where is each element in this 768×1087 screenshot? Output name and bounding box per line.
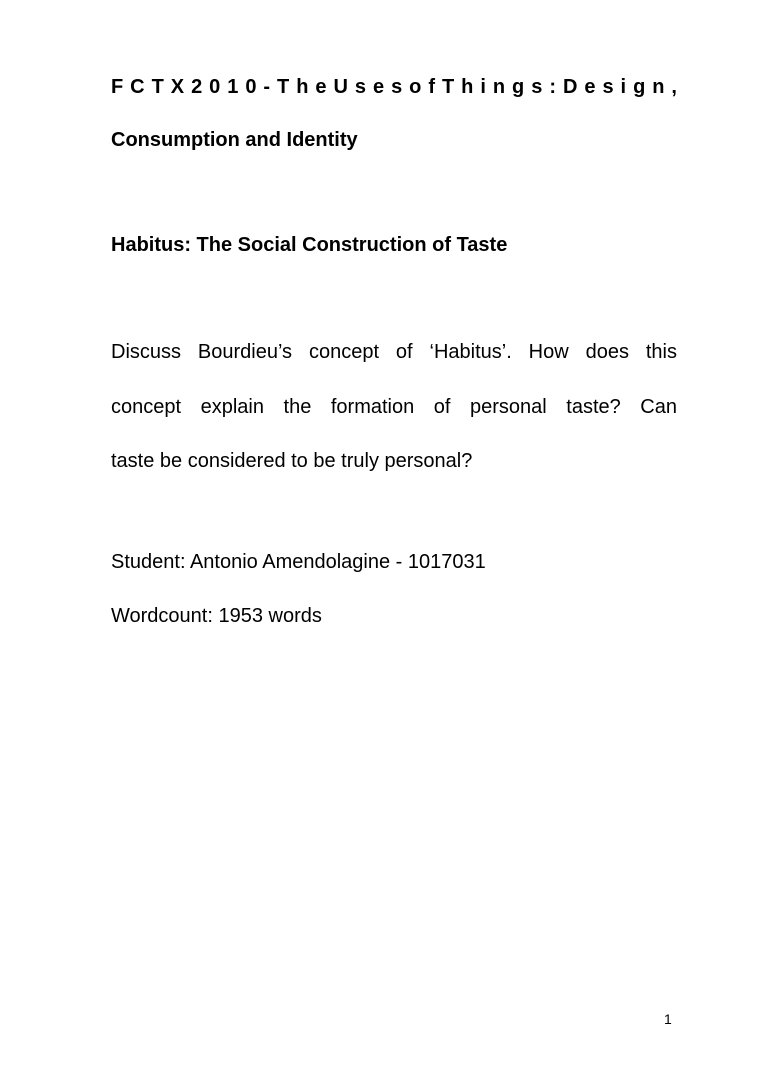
- essay-title: [111, 233, 677, 257]
- essay-title-text: Habitus: The Social Construction of Taste: [111, 234, 508, 256]
- course-title-line-1: F C T X 2 0 1 0 - T h e U s e s o f T h i n g s : D e s i g n ,: [111, 76, 677, 98]
- course-title-line-2: Consumption and Identity: [111, 129, 358, 151]
- question-line-1: Discuss Bourdieu’s concept of ‘Habitus’. How does this: [111, 341, 677, 363]
- student-name: Student: Antonio Amendolagine - 1017031: [111, 551, 486, 573]
- course-title: [111, 75, 677, 99]
- wordcount: Wordcount: 1953 words: [111, 605, 322, 627]
- page-number: 1: [664, 1011, 672, 1027]
- student-info: [111, 550, 677, 574]
- wordcount-info: [111, 604, 677, 628]
- question-line-3: taste be considered to be truly personal?: [111, 450, 473, 472]
- course-title-continued: [111, 128, 677, 152]
- essay-question: [111, 340, 677, 473]
- question-line-2: concept explain the formation of personal taste? Can: [111, 396, 677, 418]
